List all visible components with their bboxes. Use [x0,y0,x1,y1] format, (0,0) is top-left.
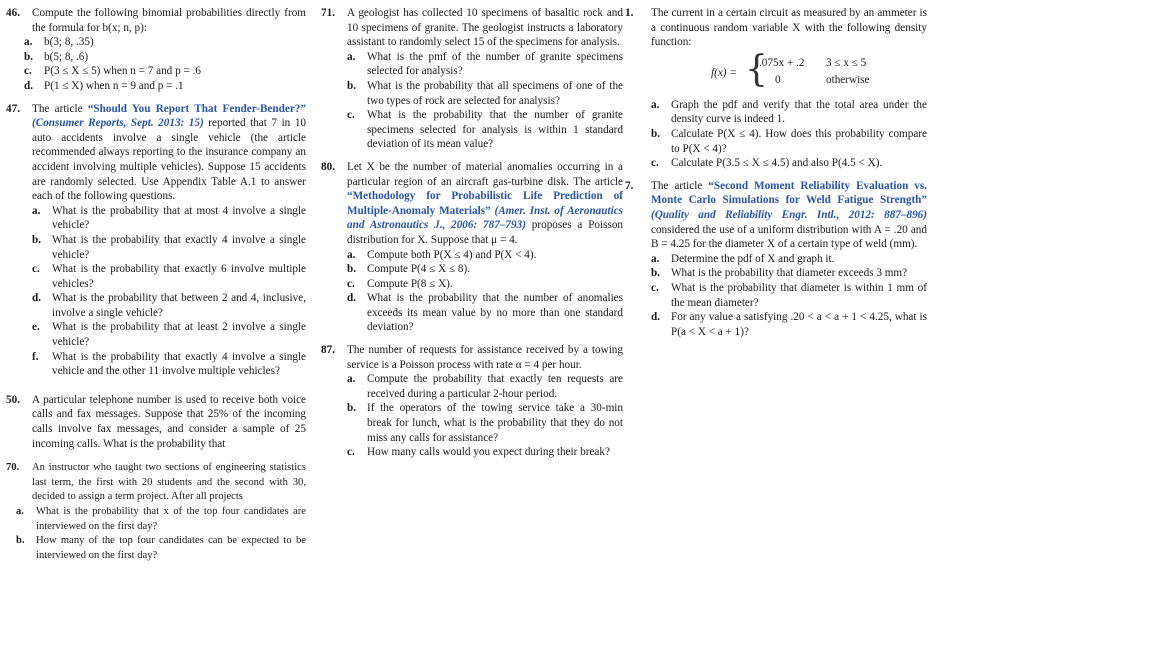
problem-number: 7. [625,179,634,192]
formula-case: 0 [775,73,781,86]
density-formula [651,48,927,90]
problem-1 [625,6,927,171]
problem-text: An instructor who taught two sections of engineering statistics last term, the first with 20 students and the second with 30, decided to assign a term project. After all projects [32,462,306,503]
list-item: d. P(1 ≤ X) when n = 9 and p = .1 [24,79,184,92]
list-item: a. What is the pmf of the number of granite specimens selected for analysis? [347,50,623,78]
list-item: a. What is the probability that at most 4 involve a single vehicle? [32,204,306,232]
list-item: d. What is the probability that between 2 and 4, inclusive, involve a single vehicle? [32,292,306,319]
formula-lhs: f(x) = [711,66,737,79]
list-item: a. b(3; 8, .35) [24,36,94,49]
list-item: c. What is the probability that exactly 6 involve multiple vehicles? [32,263,306,290]
list-item: a. What is the probability that x of the top four candidates are interviewed on the first day? [16,506,306,532]
problem-70 [6,461,306,563]
brace-symbol: { [745,48,768,90]
problem-text: The article “Should You Report That Fender-Bender?” (Consumer Reports, Sept. 2013: 15) reported that 7 in 10 auto accidents involve a single vehicle (the article recommended always reporting to the insurance company an accident involving multiple vehicles). Suppose 15 accidents are randomly selected. Use Appendix Table A.1 to answer each of the following questions. [32,102,307,203]
list-item: c. How many calls would you expect during their break? [347,446,610,459]
problem-87 [321,343,623,460]
problem-text: The article “Second Moment Reliability Evaluation vs. Monte Carlo Simulations for Weld Fatigue Strength” (Quality and Reliability Engr. Intl., 2012: 887–896) considered the use of a uniform distribution with A = .20 and B = 4.25 for the diameter X of a certain type of weld (mm). [651,179,928,251]
problem-50 [6,393,306,451]
list-item: a. Compute both P(X ≤ 4) and P(X < 4). [347,248,537,261]
list-item: b. b(5; 8, .6) [24,50,89,63]
problem-text: Compute the following binomial probabilities directly from the formula for b(x; n, p): [32,7,306,34]
problem-number: 46. [6,7,20,19]
list-item: b. What is the probability that diameter exceeds 3 mm? [651,267,908,280]
problem-number: 1. [625,7,634,19]
list-item: b. Calculate P(X ≤ 4). How does this probability compare to P(X < 4)? [651,127,927,155]
formula-condition: otherwise [826,73,870,86]
formula-case: .075x + .2 [759,56,805,69]
article-title: “Should You Report That Fender-Bender?” [87,102,306,115]
list-item: d. What is the probability that the number of anomalies exceeds its mean value by no more than one standard deviation? [347,292,623,334]
problem-text: A particular telephone number is used to receive both voice calls and fax messages. Suppose that 25% of the incoming calls involve fax messages, and consider a sample of 25 incoming calls. What is the probability that [32,393,306,450]
list-item: c. P(3 ≤ X ≤ 5) when n = 7 and p = .6 [24,65,201,78]
problem-number: 47. [6,102,20,115]
problem-text: Let X be the number of material anomalies occurring in a particular region of an aircraft gas-turbine disk. The article “Methodology for Probabilistic Life Prediction of Multiple-Anomaly Materials” (Amer. Inst. of Aeronautics and Astronautics J., 2006: 787–793) proposes a Poisson distribution for X. Suppose that μ = 4. [347,160,624,246]
problem-number: 71. [321,7,335,19]
problem-47 [6,102,306,379]
column-right [625,6,927,347]
list-item: b. How many of the top four candidates can be expected to be interviewed on the first day? [16,535,306,561]
list-item: e. What is the probability that at least 2 involve a single vehicle? [32,321,306,349]
list-item: a. Compute the probability that exactly ten requests are received during a particular 2-hour period. [347,373,623,400]
article-source: (Amer. Inst. of Aeronautics and Astronautics J., 2006: 787–793) [347,204,624,232]
article-source: (Quality and Reliability Engr. Intl., 2012: 887–896) [651,208,927,221]
problem-number: 80. [321,160,335,173]
problem-7 [625,179,927,340]
list-item: c. Calculate P(3.5 ≤ X ≤ 4.5) and also P(4.5 < X). [651,157,883,170]
list-item: a. Determine the pdf of X and graph it. [651,252,835,265]
list-item: b. What is the probability that exactly 4 involve a single vehicle? [32,233,306,261]
list-item: b. If the operators of the towing service take a 30-min break for lunch, what is the probability that they do not miss any calls for assistance? [347,402,623,444]
list-item: d. For any value a satisfying .20 < a < a + 1 < 4.25, what is P(a < X < a + 1)? [651,311,927,338]
article-title: “Second Moment Reliability Evaluation vs. Monte Carlo Simulations for Weld Fatigue Strength” [651,179,928,207]
list-item: b. Compute P(4 ≤ X ≤ 8). [347,263,471,276]
problem-46 [6,6,306,94]
article-source: (Consumer Reports, Sept. 2013: 15) [32,117,204,130]
list-item: f. What is the probability that exactly 4 involve a single vehicle and the other 11 involve multiple vehicles? [32,350,306,378]
list-item: c. Compute P(8 ≤ X). [347,277,453,290]
problem-80 [321,160,623,335]
column-left [6,6,306,571]
problem-number: 50. [6,393,20,406]
list-item: c. What is the probability that the number of granite specimens selected for analysis is within 1 standard deviation of its mean value? [347,109,623,151]
problem-number: 87. [321,344,335,357]
problem-number: 70. [6,462,20,474]
list-item: a. Graph the pdf and verify that the total area under the density curve is indeed 1. [651,98,927,126]
problem-text: The current in a certain circuit as measured by an ammeter is a continuous random variable X with the following density function: [651,7,927,49]
list-item: b. What is the probability that all specimens of one of the two types of rock are selected for analysis? [347,79,623,107]
column-middle [321,6,623,468]
problem-text: A geologist has collected 10 specimens of basaltic rock and 10 specimens of granite. The geologist instructs a laboratory assistant to randomly select 15 of the specimens for analysis. [347,7,623,49]
problem-text: The number of requests for assistance received by a towing service is a Poisson process with rate α = 4 per hour. [347,344,623,371]
list-item: c. What is the probability that diameter is within 1 mm of the mean diameter? [651,281,927,309]
article-title: “Methodology for Probabilistic Life Prediction of Multiple-Anomaly Materials” [347,190,623,217]
problem-71 [321,6,623,152]
formula-condition: 3 ≤ x ≤ 5 [826,56,867,69]
